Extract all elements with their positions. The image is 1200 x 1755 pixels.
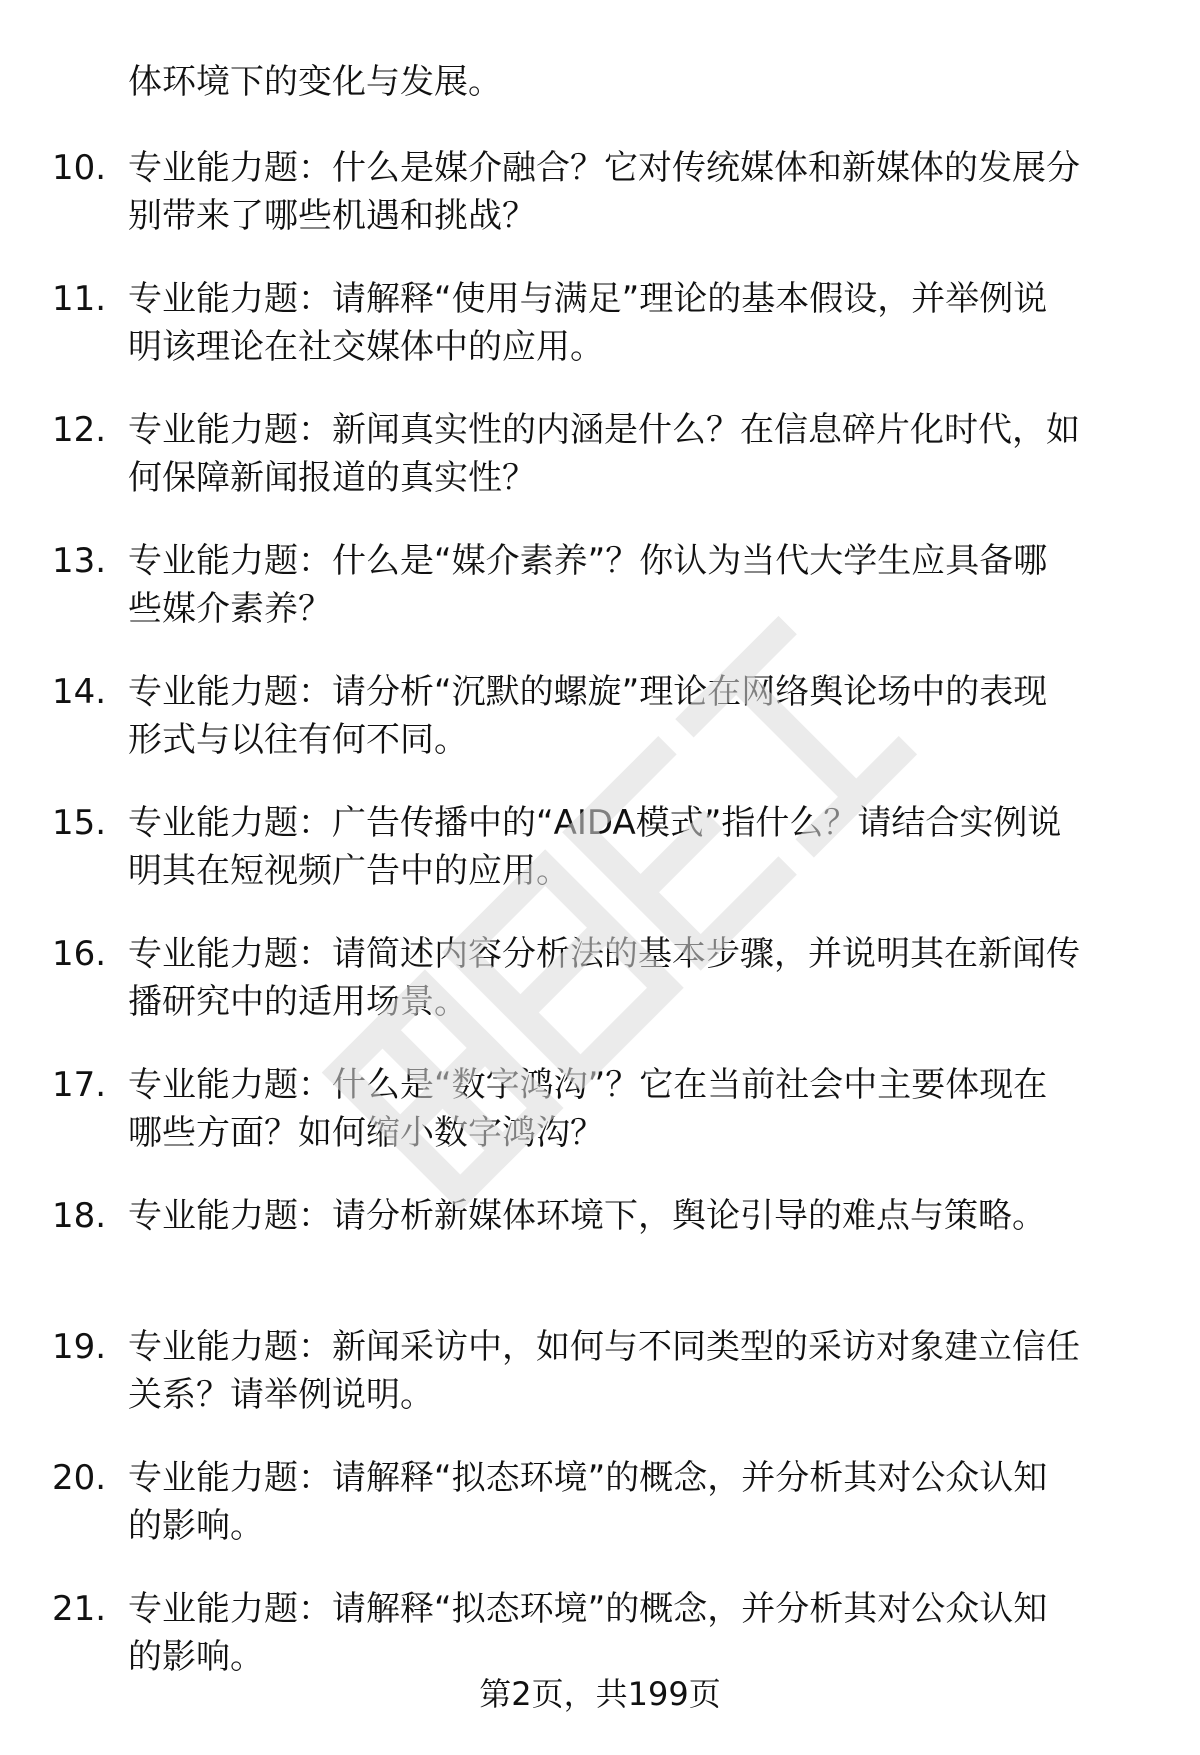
question-item (0, 136, 1200, 267)
question-text-line: 专业能力题：请解释“使用与满足”理论的基本假设，并举例说 (128, 279, 1048, 319)
question-text-line: 专业能力题：新闻采访中，如何与不同类型的采访对象建立信任 (128, 1327, 1080, 1367)
question-number: 12. (52, 410, 107, 450)
question-number: 13. (52, 541, 107, 581)
question-number: 11. (52, 279, 107, 319)
question-text-line: 何保障新闻报道的真实性？ (128, 458, 536, 498)
question-text-line: 别带来了哪些机遇和挑战？ (128, 196, 536, 236)
question-text-line: 专业能力题：什么是媒介融合？它对传统媒体和新媒体的发展分 (128, 148, 1080, 188)
question-text-line: 专业能力题：新闻真实性的内涵是什么？在信息碎片化时代，如 (128, 410, 1080, 450)
question-text-line: 哪些方面？如何缩小数字鸿沟？ (128, 1113, 604, 1153)
question-text-line: 的影响。 (128, 1506, 264, 1546)
question-text-line: 关系？请举例说明。 (128, 1375, 434, 1415)
question-text-line: 明其在短视频广告中的应用。 (128, 851, 570, 891)
question-item (0, 1315, 1200, 1446)
question-text-line: 的影响。 (128, 1637, 264, 1677)
question-item (0, 1053, 1200, 1184)
question-text-line: 专业能力题：请分析“沉默的螺旋”理论在网络舆论场中的表现 (128, 672, 1048, 712)
question-item (0, 398, 1200, 529)
question-text-line: 专业能力题：请分析新媒体环境下，舆论引导的难点与策略。 (128, 1196, 1046, 1236)
question-number: 16. (52, 934, 107, 974)
question-text-line: 形式与以往有何不同。 (128, 720, 468, 760)
question-text-line: 专业能力题：请解释“拟态环境”的概念，并分析其对公众认知 (128, 1589, 1048, 1629)
question-item (0, 791, 1200, 922)
question-number: 10. (52, 148, 107, 188)
question-number: 18. (52, 1196, 107, 1236)
question-number: 15. (52, 803, 107, 843)
question-text-line: 专业能力题：什么是“数字鸿沟”？它在当前社会中主要体现在 (128, 1065, 1048, 1105)
question-item (0, 529, 1200, 660)
question-text-line: 些媒介素养？ (128, 589, 332, 629)
question-list (0, 136, 1200, 1708)
question-number: 21. (52, 1589, 107, 1629)
question-text-line: 专业能力题：广告传播中的“AIDA模式”指什么？请结合实例说 (128, 803, 1062, 843)
question-text-line: 专业能力题：请解释“拟态环境”的概念，并分析其对公众认知 (128, 1458, 1048, 1498)
question-text-line: 专业能力题：什么是“媒介素养”？你认为当代大学生应具备哪 (128, 541, 1048, 581)
question-text-line: 明该理论在社交媒体中的应用。 (128, 327, 604, 367)
question-number: 17. (52, 1065, 107, 1105)
question-number: 14. (52, 672, 107, 712)
question-text-line: 专业能力题：请简述内容分析法的基本步骤，并说明其在新闻传 (128, 934, 1080, 974)
question-item (0, 1446, 1200, 1577)
page-footer: 第2页，共199页 (479, 1675, 721, 1713)
question-item (0, 267, 1200, 398)
question-text-line: 播研究中的适用场景。 (128, 982, 468, 1022)
question-item (0, 922, 1200, 1053)
continuation-text: 体环境下的变化与发展。 (128, 62, 502, 102)
question-number: 19. (52, 1327, 107, 1367)
question-number: 20. (52, 1458, 107, 1498)
question-item (0, 660, 1200, 791)
question-item (0, 1184, 1200, 1315)
